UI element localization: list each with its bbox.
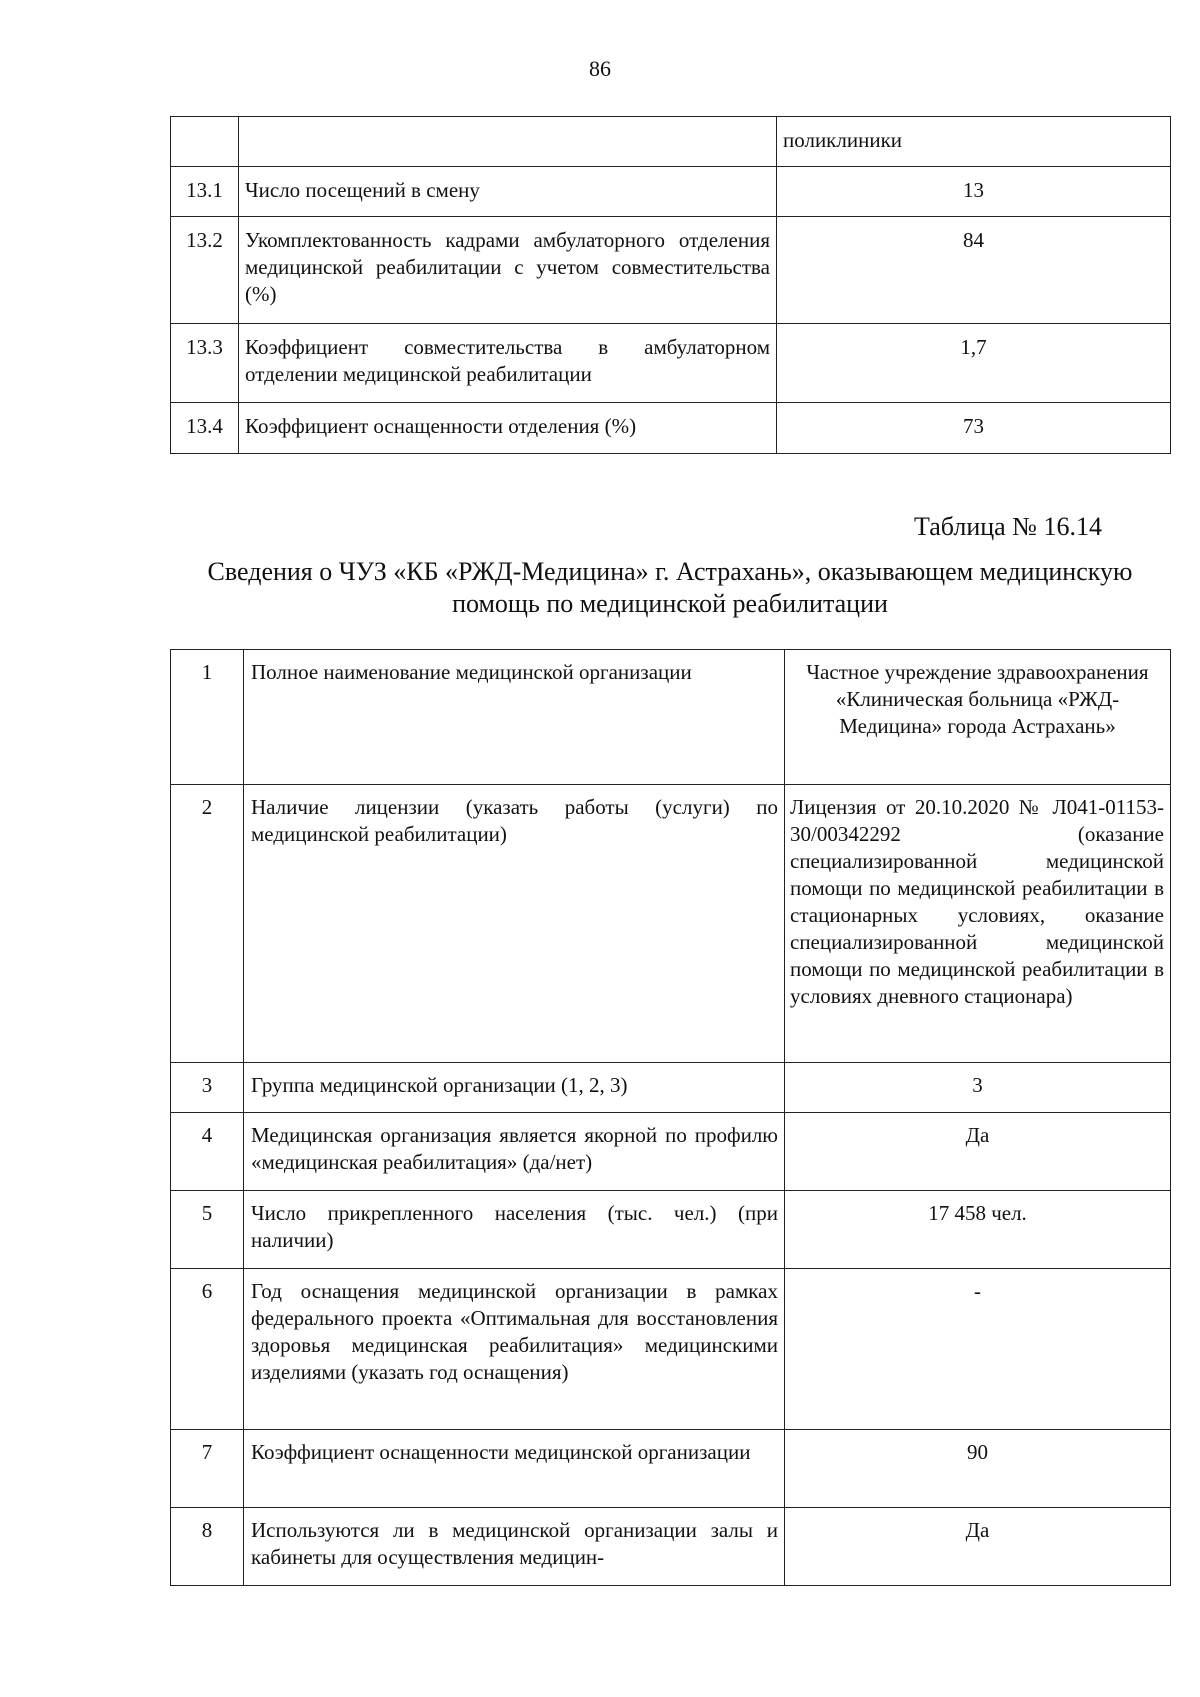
row-description: Коэффициент совместительства в амбулаторном отделении медицинской реабилитации: [239, 324, 777, 403]
table-row: [171, 1508, 1171, 1586]
row-number: 4: [171, 1113, 244, 1191]
row-number: 13.1: [171, 167, 239, 217]
row-description: Год оснащения медицинской организации в рамках федерального проекта «Оптимальная для восстановления здоровья медицинская реабилитация» медицинскими изделиями (указать год оснащения): [244, 1269, 785, 1430]
row-value: 17 458 чел.: [785, 1191, 1171, 1269]
row-number: 13.2: [171, 217, 239, 324]
row-description: [239, 117, 777, 167]
row-number: 2: [171, 785, 244, 1063]
row-value: 1,7: [777, 324, 1171, 403]
row-number: 13.3: [171, 324, 239, 403]
table-row: [171, 1269, 1171, 1430]
row-description: Медицинская организация является якорной по профилю «медицинская реабилитация» (да/нет): [244, 1113, 785, 1191]
organization-info-table: [170, 649, 1171, 1586]
row-value: 84: [777, 217, 1171, 324]
row-number: [171, 117, 239, 167]
table-row: [171, 324, 1171, 403]
row-number: 6: [171, 1269, 244, 1430]
table-row: [171, 1430, 1171, 1508]
table-caption: Таблица № 16.14: [913, 512, 1102, 541]
row-description: Число прикрепленного населения (тыс. чел.) (при наличии): [244, 1191, 785, 1269]
table-row: [171, 167, 1171, 217]
row-description: Число посещений в смену: [239, 167, 777, 217]
continuation-table: [170, 116, 1171, 454]
row-description: Используются ли в медицинской организации залы и кабинеты для осуществления медицин-: [244, 1508, 785, 1586]
table-row: [171, 403, 1171, 454]
table-row: [171, 217, 1171, 324]
row-value: 73: [777, 403, 1171, 454]
row-value: -: [785, 1269, 1171, 1430]
row-number: 8: [171, 1508, 244, 1586]
row-value: Частное учреждение здравоохранения «Клиническая больница «РЖД-Медицина» города Астрахань»: [785, 650, 1171, 785]
row-value: 13: [777, 167, 1171, 217]
row-description: Коэффициент оснащенности медицинской организации: [244, 1430, 785, 1508]
table-title: Сведения о ЧУЗ «КБ «РЖД-Медицина» г. Астрахань», оказывающем медицинскую помощь по медицинской реабилитации: [207, 557, 1133, 618]
row-value: Да: [785, 1113, 1171, 1191]
table-row: [171, 117, 1171, 167]
page-number: 86: [589, 56, 611, 81]
row-value: 90: [785, 1430, 1171, 1508]
row-description: Группа медицинской организации (1, 2, 3): [244, 1063, 785, 1113]
row-description: Полное наименование медицинской организации: [244, 650, 785, 785]
row-number: 7: [171, 1430, 244, 1508]
row-number: 13.4: [171, 403, 239, 454]
row-number: 5: [171, 1191, 244, 1269]
row-value: Лицензия от 20.10.2020 № Л041-01153-30/00342292 (оказание специализированной медицинской помощи по медицинской реабилитации в стационарных условиях, оказание специализированной медицинской помощи по медицинской реабилитации в условиях дневного стационара): [785, 785, 1171, 1063]
row-value: 3: [785, 1063, 1171, 1113]
table-row: [171, 650, 1171, 785]
table-row: [171, 1191, 1171, 1269]
row-description: Коэффициент оснащенности отделения (%): [239, 403, 777, 454]
row-description: Укомплектованность кадрами амбулаторного отделения медицинской реабилитации с учетом совместительства (%): [239, 217, 777, 324]
table-row: [171, 785, 1171, 1063]
row-number: 3: [171, 1063, 244, 1113]
table-row: [171, 1063, 1171, 1113]
row-value: Да: [785, 1508, 1171, 1586]
row-description: Наличие лицензии (указать работы (услуги) по медицинской реабилитации): [244, 785, 785, 1063]
row-number: 1: [171, 650, 244, 785]
table-row: [171, 1113, 1171, 1191]
row-value: поликлиники: [777, 117, 1171, 167]
